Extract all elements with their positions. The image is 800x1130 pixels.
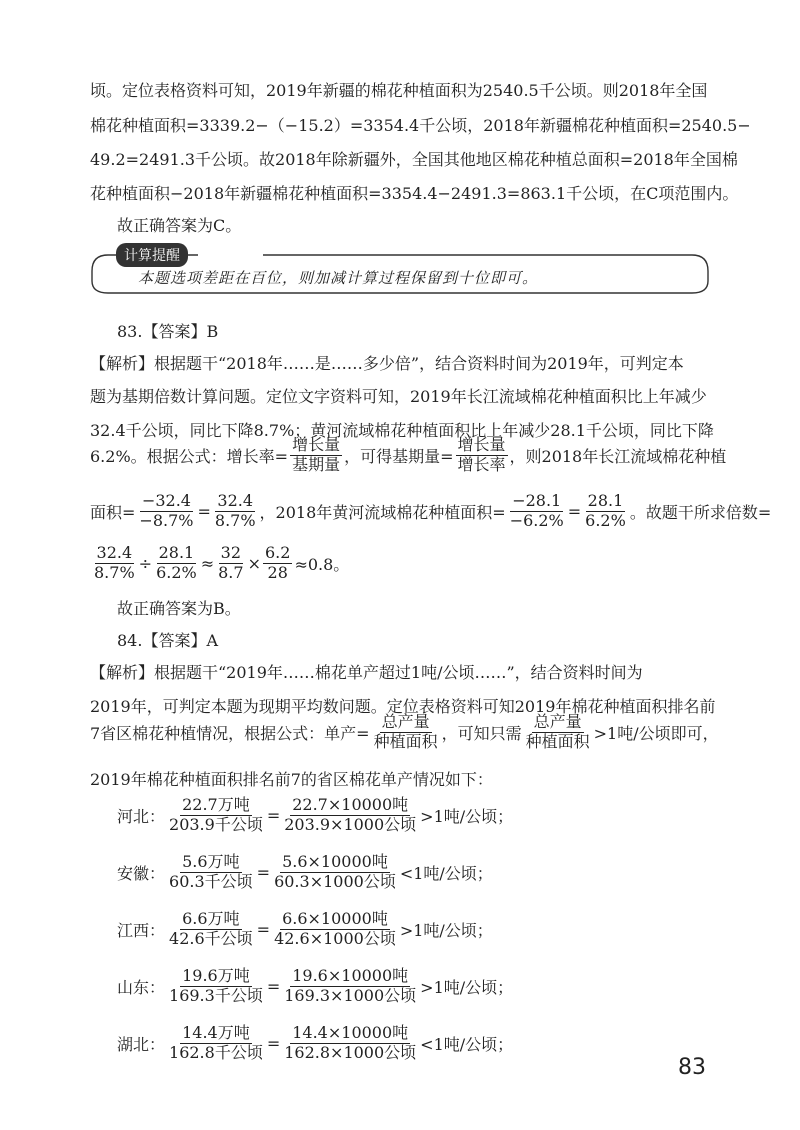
text-line: 棉花种植面积=3339.2−（−15.2）=3354.4千公顷，2018年新疆棉花种植面积=2540.5−: [90, 116, 751, 135]
fraction: $\frac{\text{14.4×10000吨}}{\text{162.8×1000公顷}}$: [284, 1023, 417, 1062]
fraction: $\frac{\text{19.6万吨}}{\text{169.3千公顷}}$: [169, 966, 263, 1005]
fraction: $\frac{6.2}{28}$: [264, 543, 291, 582]
fraction: $\frac{28.1}{6.2\%}$: [156, 543, 197, 582]
text-line: 题为基期倍数计算问题。定位文字资料可知，2019年长江流域棉花种植面积比上年减少: [90, 387, 707, 406]
text: 面积=: [90, 502, 136, 522]
fraction: $\frac{-28.1}{-6.2\%}$: [509, 491, 564, 530]
formula-line: $\frac{32.4}{8.7\%}$ ÷ $\frac{28.1}{6.2\%}$ ≈ $\frac{32}{8.7}$ × $\frac{6.2}{28}$ ≈0.8。: [94, 543, 350, 582]
text: ，可得基期量=: [344, 446, 454, 466]
text-line: 花种植面积−2018年新疆棉花种植面积=3354.4−2491.3=863.1千公顷，在C项范围内。: [90, 184, 739, 203]
answer-line: 故正确答案为B。: [117, 599, 241, 618]
fraction: $\frac{\text{22.7×10000吨}}{\text{203.9×1000公顷}}$: [284, 795, 417, 834]
tip-text: 本题选项差距在百位，则加减计算过程保留到十位即可。: [138, 269, 539, 287]
calc-tip-box: [88, 237, 712, 297]
text-line: 49.2=2491.3千公顷。故2018年除新疆外，全国其他地区棉花种植总面积=2018年全国棉: [90, 150, 738, 169]
fraction: $\frac{\text{22.7万吨}}{\text{203.9千公顷}}$: [169, 795, 263, 834]
fraction: $\frac{\text{增长量}}{\text{增长率}}$: [457, 435, 506, 474]
page-number: 83: [678, 1055, 706, 1080]
formula-line: [90, 709, 719, 755]
formula-line: 面积= $\frac{-32.4}{-8.7\%}$ = $\frac{32.4}{8.7\%}$ ，2018年黄河流域棉花种植面积= $\frac{-28.1}{-6.2\%}$ = $\frac{28.1}{6.2\%}$ 。故题干所求倍数=: [90, 491, 772, 530]
formula-line: [90, 432, 726, 478]
text: 。故题干所求倍数=: [629, 502, 772, 522]
text-line: 2019年，可判定本题为现期平均数问题。定位表格资料可知2019年棉花种植面积排名前: [90, 697, 716, 716]
fraction: $\frac{32}{8.7}$: [218, 543, 244, 582]
text: ，2018年黄河流域棉花种植面积=: [259, 502, 506, 522]
text-line: 【解析】根据题干“2018年……是……多少倍”，结合资料时间为2019年，可判定本: [90, 354, 684, 373]
fraction: $\frac{\text{总产量}}{\text{种植面积}}$: [525, 712, 590, 751]
fraction: $\frac{32.4}{8.7\%}$: [214, 491, 256, 530]
fraction: $\frac{\text{5.6万吨}}{\text{60.3千公顷}}$: [169, 852, 253, 891]
unit-yield-row: 江西： $\frac{\text{6.6万吨}}{\text{42.6千公顷}}$ = $\frac{\text{6.6×10000吨}}{\text{42.6×1000公顷}}$ >1吨/公顷；: [117, 909, 493, 948]
unit-yield-row: 山东： $\frac{\text{19.6万吨}}{\text{169.3千公顷}}$ = $\frac{\text{19.6×10000吨}}{\text{169.3×1000公顷}}$ >1吨/公顷；: [117, 966, 514, 1005]
unit-yield-row: 湖北： $\frac{\text{14.4万吨}}{\text{162.8千公顷}}$ = $\frac{\text{14.4×10000吨}}{\text{162.8×1000公顷}}$ <1吨/公顷；: [117, 1023, 514, 1062]
text: 6.2%。根据公式：增长率=: [90, 446, 289, 466]
text: 7省区棉花种植情况，根据公式：单产=: [90, 723, 370, 743]
q83-answer-head: 83.【答案】B: [117, 322, 219, 341]
answer-line: 故正确答案为C。: [117, 216, 242, 235]
fraction: $\frac{28.1}{6.2\%}$: [585, 491, 626, 530]
fraction: $\frac{\text{14.4万吨}}{\text{162.8千公顷}}$: [169, 1023, 263, 1062]
text-line: 【解析】根据题干“2019年……棉花单产超过1吨/公顷……”，结合资料时间为: [90, 663, 643, 682]
fraction: $\frac{\text{总产量}}{\text{种植面积}}$: [373, 712, 438, 751]
text: ，可知只需: [441, 723, 522, 743]
text: ≈0.8。: [294, 554, 350, 574]
fraction: $\frac{32.4}{8.7\%}$: [94, 543, 135, 582]
text: >1吨/公顷即可，: [593, 723, 719, 743]
fraction: $\frac{\text{6.6万吨}}{\text{42.6千公顷}}$: [169, 909, 253, 948]
text-line: 2019年棉花种植面积排名前7的省区棉花单产情况如下：: [90, 770, 493, 789]
text-line: 32.4千公顷，同比下降8.7%；黄河流域棉花种植面积比上年减少28.1千公顷，同比下降: [90, 421, 714, 440]
unit-yield-row: 安徽： $\frac{\text{5.6万吨}}{\text{60.3千公顷}}$ = $\frac{\text{5.6×10000吨}}{\text{60.3×1000公顷}}$ <1吨/公顷；: [117, 852, 493, 891]
text: ，则2018年长江流域棉花种植: [509, 446, 727, 466]
fraction: $\frac{\text{6.6×10000吨}}{\text{42.6×1000公顷}}$: [274, 909, 396, 948]
q84-answer-head: 84.【答案】A: [117, 631, 219, 650]
fraction: $\frac{-32.4}{-8.7\%}$: [139, 491, 194, 530]
text-line: 顷。定位表格资料可知，2019年新疆的棉花种植面积为2540.5千公顷。则2018年全国: [90, 81, 708, 100]
tip-badge: 计算提醒: [116, 243, 188, 267]
fraction: $\frac{\text{增长量}}{\text{基期量}}$: [292, 435, 341, 474]
unit-yield-row: 河北： $\frac{\text{22.7万吨}}{\text{203.9千公顷}}$ = $\frac{\text{22.7×10000吨}}{\text{203.9×1000公顷}}$ >1吨/公顷；: [117, 795, 514, 834]
fraction: $\frac{\text{19.6×10000吨}}{\text{169.3×1000公顷}}$: [284, 966, 417, 1005]
fraction: $\frac{\text{5.6×10000吨}}{\text{60.3×1000公顷}}$: [274, 852, 396, 891]
